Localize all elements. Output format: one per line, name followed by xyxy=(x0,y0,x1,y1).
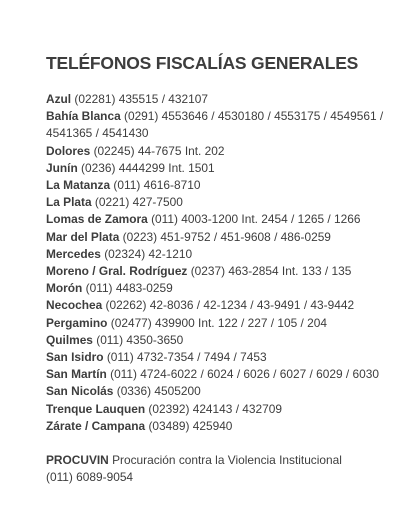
list-item xyxy=(46,383,406,400)
entry-name: Quilmes xyxy=(46,332,93,347)
section-spacer xyxy=(46,435,406,452)
list-item xyxy=(46,366,406,383)
list-item xyxy=(46,108,406,142)
entry-name: Bahía Blanca xyxy=(46,109,121,124)
entry-name: Trenque Lauquen xyxy=(46,401,146,416)
procuvin-description: Procuración contra la Violencia Institucional xyxy=(112,453,342,468)
procuvin-name: PROCUVIN xyxy=(46,453,109,468)
list-item xyxy=(46,211,406,228)
entry-phones: (0236) 4444299 Int. 1501 xyxy=(81,160,215,175)
entry-name: San Nicolás xyxy=(46,384,114,399)
entry-name: Mar del Plata xyxy=(46,229,120,244)
entry-phones: (0221) 427-7500 xyxy=(94,195,183,210)
list-item xyxy=(46,315,406,332)
entry-name: San Isidro xyxy=(46,350,104,365)
entry-phones: (03489) 425940 xyxy=(148,418,233,433)
entry-name: Mercedes xyxy=(46,246,101,261)
list-item xyxy=(46,194,406,211)
entry-phones: (02477) 439900 Int. 122 / 227 / 105 / 204 xyxy=(110,315,327,330)
entry-name: Pergamino xyxy=(46,315,108,330)
entry-name: San Martín xyxy=(46,367,107,382)
page-title: TELÉFONOS FISCALÍAS GENERALES xyxy=(46,53,359,73)
entry-phones: (011) 4616-8710 xyxy=(113,178,201,193)
entry-name: Lomas de Zamora xyxy=(46,212,148,227)
list-item xyxy=(46,143,406,160)
list-item xyxy=(46,91,406,108)
entry-name: Morón xyxy=(46,281,83,296)
list-item xyxy=(46,401,406,418)
entry-phones: (0223) 451-9752 / 451-9608 / 486-0259 xyxy=(122,229,331,244)
entry-phones: (0237) 463-2854 Int. 133 / 135 xyxy=(190,264,352,279)
procuvin-phone: (011) 6089-9054 xyxy=(46,470,134,485)
entry-name: Moreno / Gral. Rodríguez xyxy=(46,264,188,279)
entry-name: Junín xyxy=(46,160,78,175)
entry-phones: (02392) 424143 / 432709 xyxy=(148,401,282,416)
entry-phones: (02324) 42-1210 xyxy=(104,246,193,261)
list-item xyxy=(46,280,406,297)
list-item xyxy=(46,418,406,435)
list-item xyxy=(46,177,406,194)
entry-name: Azul xyxy=(46,92,72,106)
entry-phones: (011) 4483-0259 xyxy=(85,281,173,296)
list-item xyxy=(46,246,406,263)
fiscalias-list xyxy=(46,91,406,435)
entry-phones: (011) 4350-3650 xyxy=(96,332,184,347)
entry-phones: (011) 4003-1200 Int. 2454 / 1265 / 1266 xyxy=(151,212,361,227)
entry-name: Necochea xyxy=(46,298,103,313)
list-item xyxy=(46,297,406,314)
list-item xyxy=(46,349,406,366)
entry-name: Dolores xyxy=(46,143,91,158)
entry-name: La Plata xyxy=(46,195,92,210)
entry-phones: (011) 4732-7354 / 7494 / 7453 xyxy=(106,350,267,365)
entry-phones: (011) 4724-6022 / 6024 / 6026 / 6027 / 6029 / 6030 xyxy=(110,367,379,382)
entry-name: Zárate / Campana xyxy=(46,418,146,433)
entry-phones: (02281) 435515 / 432107 xyxy=(74,92,208,106)
entry-phones: (02245) 44-7675 Int. 202 xyxy=(93,143,225,158)
phone-directory xyxy=(46,52,406,486)
entry-phones: (0291) 4553646 / 4530180 / 4553175 / 4549561 / 4541365 / 4541430 xyxy=(46,109,384,141)
list-item xyxy=(46,229,406,246)
list-item xyxy=(46,332,406,349)
list-item xyxy=(46,263,406,280)
entry-phones: (0336) 4505200 xyxy=(116,384,201,399)
entry-phones: (02262) 42-8036 / 42-1234 / 43-9491 / 43-9442 xyxy=(105,298,355,313)
list-item xyxy=(46,160,406,177)
procuvin-block xyxy=(46,452,406,486)
entry-name: La Matanza xyxy=(46,178,111,193)
